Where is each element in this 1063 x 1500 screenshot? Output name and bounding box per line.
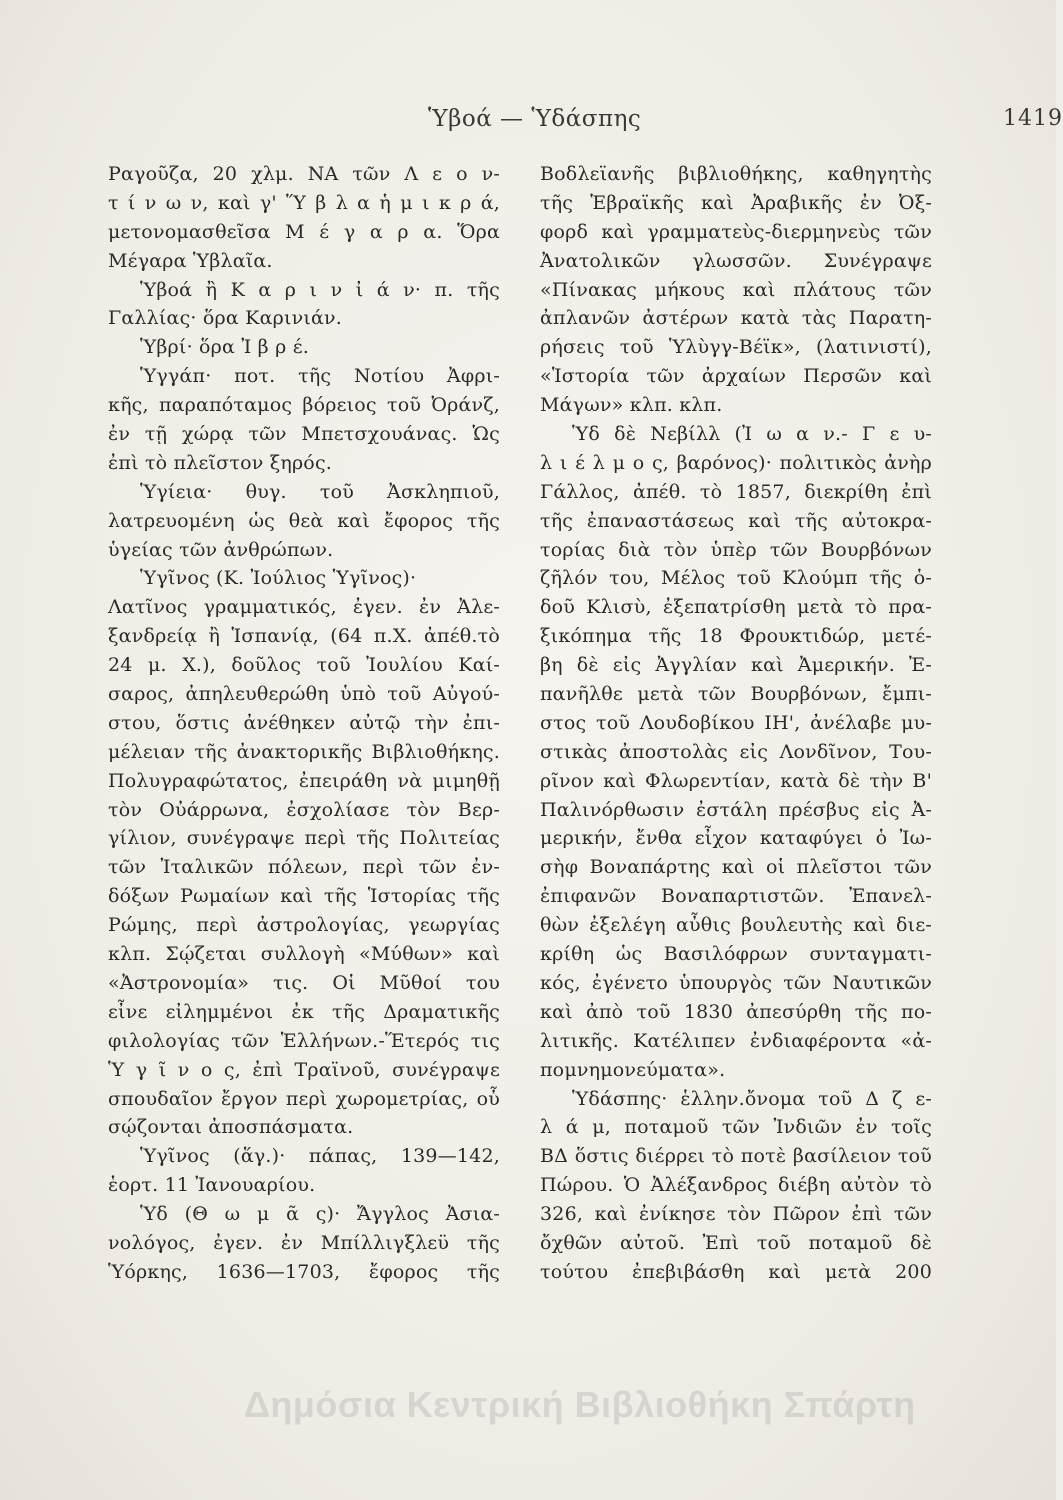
text-line: ρήσεις τοῦ Ὑλὺγγ-Βέϊκ», (λατινιστί), [540,336,932,359]
text-line: λ ι έ λ μ ο ς, βαρόνος)· πολιτικὸς ἀνὴρ [540,451,932,474]
text-line: εἶνε εἰλημμένοι ἐκ τῆς Δραματικῆς [108,1000,500,1023]
text-line: νολόγος, ἐγεν. ἐν Μπίλλιγξλεϋ τῆς [108,1231,500,1254]
entry-hydaspes: Ὑδάσπης· ἑλλην.ὄνομα τοῦ Δ ζ ε- [572,1087,932,1110]
text-line: Μέγαρα Ὑβλαῖα. [108,249,273,272]
text-line: τῶν Ἰταλικῶν πόλεων, περὶ τῶν ἐν- [108,856,500,879]
text-line: κῆς, παραπόταμος βόρειος τοῦ Ὀράνζ, [108,394,500,417]
text-line: γίλιον, συνέγραψε περὶ τῆς Πολιτείας [108,827,500,850]
text-line: δοῦ Κλισὺ, ἐξεπατρίσθη μετὰ τὸ πρα- [540,596,932,619]
text-line: μετονομασθεῖσα Μ έ γ α ρ α. Ὅρα [108,220,500,243]
text-line: θὼν ἐξελέγη αὖθις βουλευτὴς καὶ διε- [540,914,932,937]
text-line: τῆς ἐπαναστάσεως καὶ τῆς αὐτοκρα- [540,509,932,532]
text-line: 326, καὶ ἐνίκησε τὸν Πῶρον ἐπὶ τῶν [540,1203,932,1226]
text-line: ὄχθῶν αὐτοῦ. Ἐπὶ τοῦ ποταμοῦ δὲ [540,1231,932,1254]
text-line: καὶ ἀπὸ τοῦ 1830 ἀπεσύρθη τῆς πο- [540,1000,932,1023]
text-line: ἐπιφανῶν Βοναπαρτιστῶν. Ἐπανελ- [540,885,932,908]
text-line: Πώρου. Ὁ Ἀλέξανδρος διέβη αὐτὸν τὸ [540,1174,932,1197]
text-line: ἑορτ. 11 Ἰανουαρίου. [108,1174,316,1197]
right-column [540,160,932,1287]
text-line: Γάλλος, ἀπέθ. τὸ 1857, διεκρίθη ἐπὶ [540,480,932,503]
entry-hyde: Ὑδ (Θ ω μ ᾶ ς)· Ἄγγλος Ἀσια- [140,1203,500,1226]
text-line: πανῆλθε μετὰ τῶν Βουρβόνων, ἔμπι- [540,683,932,706]
text-line: Παλινόρθωσιν ἐστάλη πρέσβυς εἰς Ἀ- [540,798,932,821]
text-line: ἀπλανῶν ἀστέρων κατὰ τὰς Παρατη- [540,307,932,330]
text-line: κρίθη ὡς Βασιλόφρων συνταγματι- [540,943,932,966]
text-line: δόξων Ρωμαίων καὶ τῆς Ἱστορίας τῆς [108,885,500,908]
text-line: ΒΔ ὅστις διέρρει τὸ ποτὲ βασίλειον τοῦ [540,1145,932,1168]
text-line: κός, ἐγένετο ὑπουργὸς τῶν Ναυτικῶν [540,971,932,994]
entry-hyginus: Ὑγῖνος (Κ. Ἰούλιος Ὑγῖνος)· [140,567,417,590]
entry-hyngap: Ὑγγάπ· ποτ. τῆς Νοτίου Ἀφρι- [140,365,500,388]
text-line: τούτου ἐπεβιβάσθη καὶ μετὰ 200 [540,1260,932,1283]
text-line: ζῆλόν του, Μέλος τοῦ Κλούμπ τῆς ὁ- [540,567,932,590]
entry-hyginus-saint: Ὑγῖνος (ἅγ.)· πάπας, 139—142, [140,1145,500,1168]
text-line: μέλειαν τῆς ἀνακτορικῆς Βιβλιοθήκης. [108,740,500,763]
text-line: ἐν τῇ χώρᾳ τῶν Μπετσχουάνας. Ὡς [108,423,500,446]
text-line: Ραγοῦζα, 20 χλμ. ΝΑ τῶν Λ ε ο ν- [108,163,500,185]
header-title: Ὑβοά — Ὑδάσπης [428,106,642,132]
left-column [108,160,500,1287]
text-line: τὸν Οὐάρρωνα, ἐσχολίασε τὸν Βερ- [108,798,500,821]
text-line: Γαλλίας· ὅρα Καρινιάν. [108,307,343,330]
entry-hyde-de-neuville: Ὑδ δὲ Νεβίλλ (Ἰ ω α ν.- Γ ε υ- [572,423,932,446]
text-line: Ἀνατολικῶν γλωσσῶν. Συνέγραψε [540,249,932,272]
text-line: φιλολογίας τῶν Ἑλλήνων.-Ἕτερός τις [108,1029,500,1052]
text-line: τῆς Ἑβραϊκῆς καὶ Ἀραβικῆς ἐν Ὀξ- [540,191,932,214]
text-line: σπουδαῖον ἔργον περὶ χωρομετρίας, οὗ [108,1087,500,1110]
text-line: στικὰς ἀποστολὰς εἰς Λονδῖνον, Του- [540,740,932,763]
text-line: ὑγείας τῶν ἀνθρώπων. [108,538,334,561]
text-line: ρῖνον καὶ Φλωρεντίαν, κατὰ δὲ τὴν Β' [540,769,932,792]
text-line: τ ί ν ω ν, καὶ γ' Ὕ β λ α ἡ μ ι κ ρ ά, [108,191,500,214]
text-line: λ ά μ, ποταμοῦ τῶν Ἰνδιῶν ἐν τοῖς [540,1116,932,1139]
text-line: Βοδλεϊανῆς βιβλιοθήκης, καθηγητὴς [540,163,932,185]
text-line: ἐπὶ τὸ πλεῖστον ξηρός. [108,451,333,474]
text-line: μερικήν, ἔνθα εἶχον καταφύγει ὁ Ἰω- [540,827,932,850]
text-line: Λατῖνος γραμματικός, ἐγεν. ἐν Ἀλε- [108,596,500,619]
text-line: κλπ. Σῴζεται συλλογὴ «Μύθων» καὶ [108,943,500,966]
text-line: Ὑ γ ῖ ν ο ς, ἐπὶ Τραϊνοῦ, συνέγραψε [108,1058,500,1081]
text-line: τορίας διὰ τὸν ὑπὲρ τῶν Βουρβόνων [540,538,932,561]
text-line: σὴφ Βοναπάρτης καὶ οἱ πλεῖστοι τῶν [540,856,932,879]
text-line: Ὑόρκης, 1636—1703, ἔφορος τῆς [108,1260,500,1283]
text-line: φορδ καὶ γραμματεὺς-διερμηνεὺς τῶν [540,220,932,243]
text-line: «Ἱστορία τῶν ἀρχαίων Περσῶν καὶ [540,365,932,388]
text-line: λατρευομένη ὡς θεὰ καὶ ἔφορος τῆς [108,509,500,532]
text-line: στου, ὅστις ἀνέθηκεν αὐτῷ τὴν ἐπι- [108,711,500,734]
text-line: ξανδρείᾳ ἢ Ἱσπανίᾳ, (64 π.Χ. ἀπέθ.τὸ [108,625,500,648]
entry-hybri: Ὑβρί· ὅρα Ἰ β ρ έ. [140,336,309,359]
text-line: στος τοῦ Λουδοβίκου ΙΗ', ἀνέλαβε μυ- [540,711,932,734]
text-line: «Ἀστρονομία» τις. Οἱ Μῦθοί του [108,971,500,994]
library-watermark: Δημόσια Κεντρική Βιβλιοθήκη Σπάρτη [244,1384,916,1425]
text-line: Ρώμης, περὶ ἀστρολογίας, γεωργίας [108,914,500,937]
entry-hygieia: Ὑγίεια· θυγ. τοῦ Ἀσκληπιοῦ, [140,480,500,503]
entry-hyboa: Ὑβοά ἢ Κ α ρ ι ν ἰ ά ν· π. τῆς [140,278,500,301]
text-line: Μάγων» κλπ. κλπ. [540,394,723,417]
text-line: σῴζονται ἀποσπάσματα. [108,1116,354,1139]
text-line: πομνημονεύματα». [540,1058,726,1081]
text-line: σαρος, ἀπηλευθερώθη ὑπὸ τοῦ Αὐγού- [108,683,500,706]
text-line: ξικόπημα τῆς 18 Φρουκτιδώρ, μετέ- [540,625,932,648]
text-line: βη δὲ εἰς Ἀγγλίαν καὶ Ἀμερικήν. Ἐ- [540,654,932,677]
page-number: 1419 [1003,106,1063,131]
text-line: Πολυγραφώτατος, ἐπειράθη νὰ μιμηθῇ [108,769,500,792]
text-line: «Πίνακας μήκους καὶ πλάτους τῶν [540,278,932,301]
running-header [0,104,1063,144]
text-line: λιτικῆς. Κατέλιπεν ἐνδιαφέροντα «ἀ- [540,1029,932,1052]
text-line: 24 μ. Χ.), δοῦλος τοῦ Ἰουλίου Καί- [108,654,500,677]
